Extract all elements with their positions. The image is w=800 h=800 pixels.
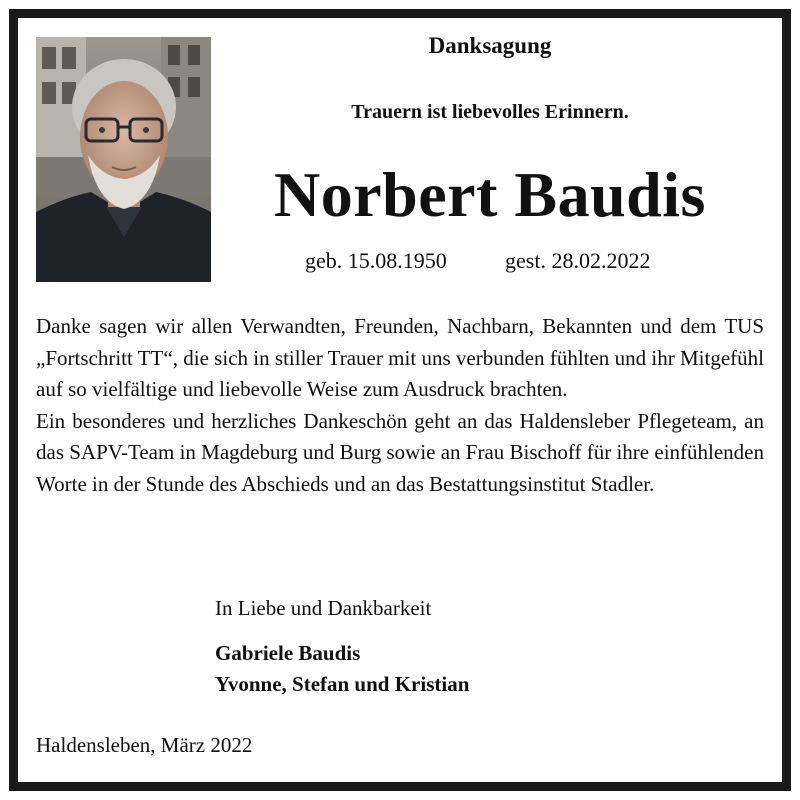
signer-name: Gabriele Baudis [215,641,361,665]
notice-heading: Danksagung [428,33,552,58]
death-date: gest. 28.02.2022 [505,248,651,273]
thanks-text [36,311,764,500]
portrait-photo [36,37,211,282]
deceased-name: Norbert Baudis [274,159,706,230]
motto-line: Trauern ist liebevolles Erinnern. [351,101,629,123]
signer-name: Yvonne, Stefan und Kristian [215,672,470,696]
thanks-paragraph: Ein besonderes und herzliches Dankeschön geht an das Haldensleber Pflegeteam, an das SAPV-Team in Magdeburg und Burg sowie an Frau Bischoff für ihre einfühlenden Worte in der Stunde des Abschieds und an das Bestattungsinstitut Stadler. [36,408,764,496]
closing-line: In Liebe und Dankbarkeit [215,596,432,620]
birth-date: geb. 15.08.1950 [305,248,447,273]
place-date: Haldensleben, März 2022 [36,733,253,757]
thanks-paragraph: Danke sagen wir allen Verwandten, Freunden, Nachbarn, Bekannten und dem TUS „Fortschritt TT“, die sich in stiller Trauer mit uns verbunden fühlten und ihr Mitgefühl auf so vielfältige und liebevolle Weise zum Ausdruck brachten. [36,314,764,401]
